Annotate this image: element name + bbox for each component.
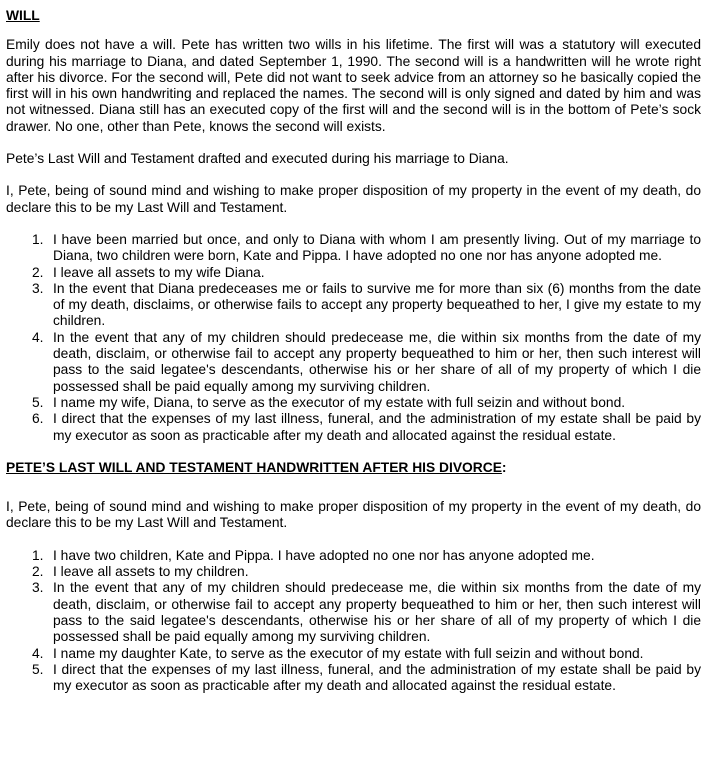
list-item-text: In the event that Diana predeceases me or fails to survive me for more than six (6) months from the date of my death, disclaims, or otherwise fails to accept any property bequeathed to her, I give my estate to my children. bbox=[53, 280, 701, 329]
list-item bbox=[6, 395, 701, 411]
list-item-text: I leave all assets to my children. bbox=[53, 564, 249, 580]
list-item-number: 3. bbox=[32, 280, 44, 296]
list-item bbox=[6, 281, 701, 330]
list-item-number: 1. bbox=[32, 547, 44, 563]
list-item-text: I leave all assets to my wife Diana. bbox=[53, 264, 265, 280]
list-item-number: 2. bbox=[32, 564, 44, 580]
list-item-number: 5. bbox=[32, 661, 44, 677]
list-item-number: 1. bbox=[32, 231, 44, 247]
list-item-text: In the event that any of my children should predecease me, die within six months from the date of my death, disclaim, or otherwise fail to accept any property bequeathed to him or her, then such interest will pass to the said legatee's descendants, otherwise his or her share of all of my property of which I die possessed shall be paid equally among my surviving children. bbox=[53, 580, 701, 645]
list-item bbox=[6, 564, 701, 580]
second-will-heading-text: PETE’S LAST WILL AND TESTAMENT HANDWRITTEN AFTER HIS DIVORCE bbox=[6, 459, 502, 475]
list-item-number: 3. bbox=[32, 580, 44, 596]
first-will-caption: Pete’s Last Will and Testament drafted and executed during his marriage to Diana. bbox=[6, 151, 509, 167]
list-item bbox=[6, 580, 701, 645]
list-item-number: 6. bbox=[32, 411, 44, 427]
first-will-provisions-list bbox=[6, 232, 701, 444]
list-item bbox=[6, 330, 701, 395]
list-item-number: 4. bbox=[32, 645, 44, 661]
list-item-text: I direct that the expenses of my last illness, funeral, and the administration of my estate shall be paid by my executor as soon as practicable after my death and allocated against the residual estate. bbox=[53, 661, 701, 694]
second-will-declaration: I, Pete, being of sound mind and wishing to make proper disposition of my property in the event of my death, do declare this to be my Last Will and Testament. bbox=[6, 499, 701, 531]
list-item bbox=[6, 548, 701, 564]
list-item-number: 2. bbox=[32, 264, 44, 280]
list-item-text: I have been married but once, and only to Diana with whom I am presently living. Out of my marriage to Diana, two children were born, Kate and Pippa. I have adopted no one nor has anyone adopted me. bbox=[53, 231, 701, 264]
document-title: WILL bbox=[6, 8, 40, 23]
list-item-text: I have two children, Kate and Pippa. I have adopted no one nor has anyone adopted me. bbox=[53, 547, 595, 563]
list-item-text: I name my wife, Diana, to serve as the executor of my estate with full seizin and without bond. bbox=[53, 394, 626, 410]
list-item-number: 5. bbox=[32, 394, 44, 410]
first-will-declaration: I, Pete, being of sound mind and wishing to make proper disposition of my property in the event of my death, do declare this to be my Last Will and Testament. bbox=[6, 183, 701, 215]
second-will-provisions-list bbox=[6, 548, 701, 695]
list-item-text: In the event that any of my children should predecease me, die within six months from the date of my death, disclaim, or otherwise fail to accept any property bequeathed to him or her, then such interest will pass to the said legatee's descendants, otherwise his or her share of all of my property of which I die possessed shall be paid equally among my surviving children. bbox=[53, 329, 701, 394]
list-item bbox=[6, 662, 701, 695]
list-item-text: I direct that the expenses of my last illness, funeral, and the administration of my estate shall be paid by my executor as soon as practicable after my death and allocated against the residual estate. bbox=[53, 411, 701, 443]
list-item bbox=[6, 232, 701, 265]
intro-paragraph: Emily does not have a will. Pete has written two wills in his lifetime. The first will was a statutory will executed during his marriage to Diana, and dated September 1, 1990. The second will is a handwritten will he wrote right after his divorce. For the second will, Pete did not want to seek advice from an attorney so he basically copied the first will in his own handwriting and replaced the names. The second will is only signed and dated by him and was not witnessed. Diana still has an executed copy of the first will and the second will is in the bottom of Pete’s sock drawer. No one, other than Pete, knows the second will exists. bbox=[6, 37, 701, 134]
second-will-heading-colon: : bbox=[501, 459, 507, 475]
list-item-text: I name my daughter Kate, to serve as the executor of my estate with full seizin and without bond. bbox=[53, 645, 644, 661]
list-item-number: 4. bbox=[32, 329, 44, 345]
second-will-heading bbox=[6, 460, 701, 476]
list-item bbox=[6, 265, 701, 281]
list-item bbox=[6, 411, 701, 444]
list-item bbox=[6, 646, 701, 662]
